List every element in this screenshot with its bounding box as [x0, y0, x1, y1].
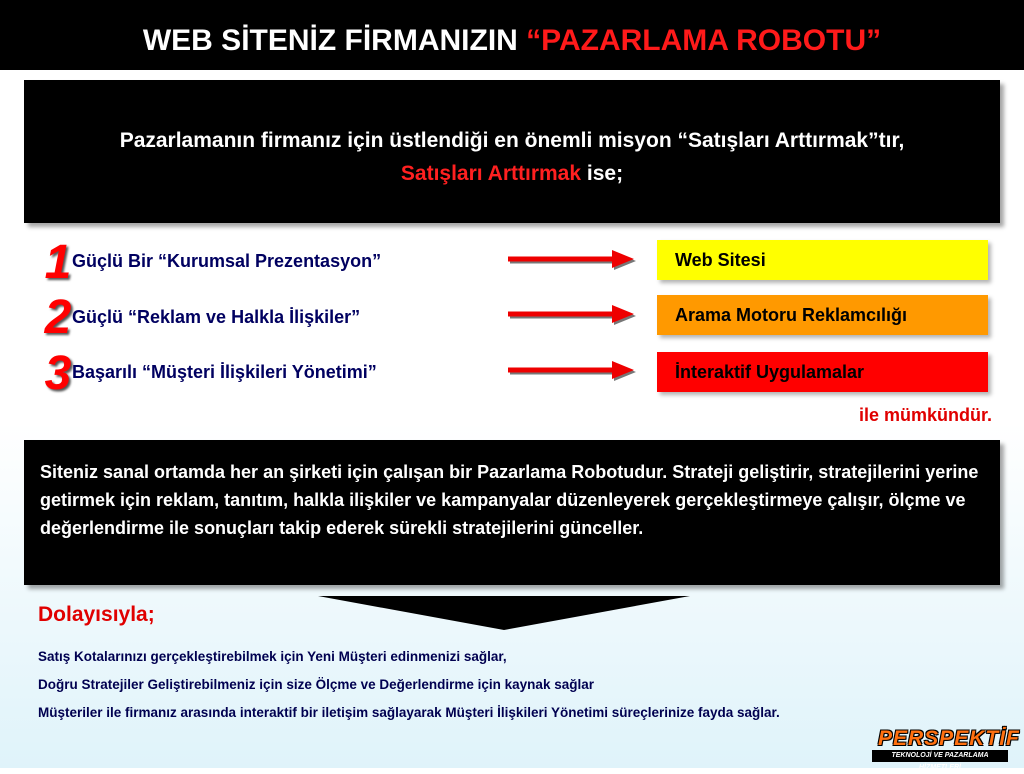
arrow-right-icon [506, 248, 636, 272]
logo-main: PERSPEKTİF [878, 727, 1020, 750]
intro-box [24, 80, 1000, 223]
perspektif-logo [862, 726, 1020, 771]
title-main: WEB SİTENİZ FİRMANIZIN [142, 24, 527, 57]
number-3: 3 [44, 347, 72, 400]
intro-part2: ise; [581, 162, 624, 185]
item-1-text: Güçlü Bir “Kurumsal Prezentasyon” [72, 251, 382, 271]
number-2: 2 [44, 291, 72, 344]
slide-title [0, 0, 1024, 70]
ile-mumkundur: ile mümkündür. [858, 405, 992, 425]
intro-highlight: Satışları Arttırmak [400, 162, 582, 185]
result-2: Doğru Stratejiler Geliştirebilmeniz için size Ölçme ve Değerlendirme için kaynak sağlar [38, 677, 594, 692]
tag-web-sitesi: Web Sitesi [657, 240, 988, 280]
dolayisiyla-heading: Dolayısıyla; [38, 603, 155, 626]
result-1: Satış Kotalarınızı gerçekleştirebilmek için Yeni Müşteri edinmenizi sağlar, [38, 649, 507, 664]
description-box [24, 440, 1000, 585]
arrow-right-icon [506, 359, 636, 383]
logo-sub: TEKNOLOJİ VE PAZARLAMA HİZMETLERİ [872, 750, 1008, 762]
result-3: Müşteriler ile firmanız arasında interaktif bir iletişim sağlayarak Müşteri İlişkileri Yönetimi süreçlerinize fayda sağlar. [38, 705, 780, 720]
item-2-text: Güçlü “Reklam ve Halkla İlişkiler” [72, 307, 361, 327]
item-3-text: Başarılı “Müşteri İlişkileri Yönetimi” [72, 362, 377, 382]
tag-interaktif: İnteraktif Uygulamalar [657, 352, 988, 392]
intro-text [24, 124, 1000, 190]
down-arrow-icon [318, 596, 690, 630]
number-1: 1 [44, 236, 72, 289]
title-accent: “PAZARLAMA ROBOTU” [526, 24, 882, 57]
description-text: Siteniz sanal ortamda her an şirketi için çalışan bir Pazarlama Robotudur. Strateji geliştirir, stratejilerini yerine getirmek için reklam, tanıtım, halkla ilişkiler ve kampanyalar düzenleyerek gerçekleştirmeye çalışır, ölçme ve değerlendirme ile sonuçları takip ederek sürekli stratejilerini günceller. [40, 462, 979, 538]
intro-part1: Pazarlamanın firmanız için üstlendiği en önemli misyon “Satışları Arttırmak”tır, [119, 129, 905, 152]
arrow-right-icon [506, 303, 636, 327]
tag-arama-motoru: Arama Motoru Reklamcılığı [657, 295, 988, 335]
